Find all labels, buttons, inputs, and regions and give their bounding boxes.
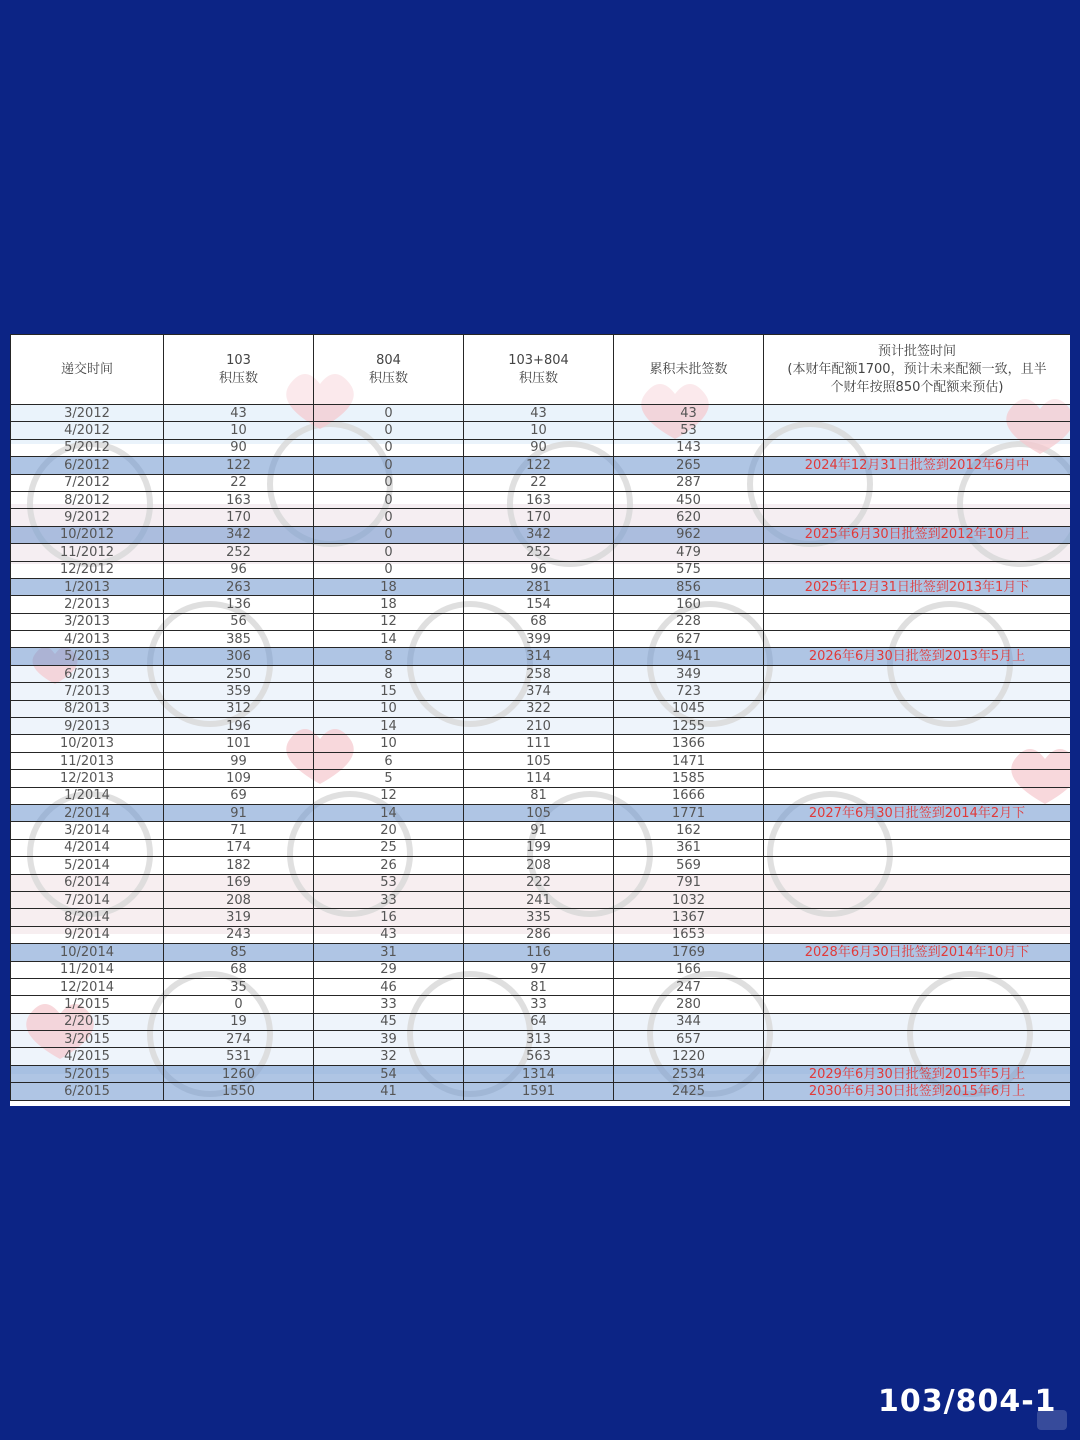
cell-date: 8/2013 xyxy=(11,700,164,717)
cell-804-backlog: 33 xyxy=(314,996,464,1013)
cell-combined-backlog: 22 xyxy=(464,474,614,491)
cell-date: 11/2012 xyxy=(11,544,164,561)
table-row xyxy=(11,457,1071,474)
cell-combined-backlog: 563 xyxy=(464,1048,614,1065)
cell-103-backlog: 85 xyxy=(164,944,314,961)
cell-estimate: 2030年6月30日批签到2015年6月上 xyxy=(764,1083,1071,1100)
cell-date: 5/2013 xyxy=(11,648,164,665)
cell-combined-backlog: 64 xyxy=(464,1013,614,1030)
header-row xyxy=(11,335,1071,405)
header-cumulative: 累积未批签数 xyxy=(614,335,764,405)
cell-estimate xyxy=(764,422,1071,439)
cell-cumulative: 287 xyxy=(614,474,764,491)
cell-103-backlog: 342 xyxy=(164,526,314,543)
cell-103-backlog: 263 xyxy=(164,578,314,595)
cell-804-backlog: 46 xyxy=(314,978,464,995)
table-row xyxy=(11,561,1071,578)
cell-combined-backlog: 199 xyxy=(464,839,614,856)
cell-804-backlog: 0 xyxy=(314,474,464,491)
cell-804-backlog: 53 xyxy=(314,874,464,891)
cell-103-backlog: 174 xyxy=(164,839,314,856)
cell-103-backlog: 56 xyxy=(164,613,314,630)
cell-cumulative: 280 xyxy=(614,996,764,1013)
cell-cumulative: 791 xyxy=(614,874,764,891)
cell-combined-backlog: 105 xyxy=(464,752,614,769)
cell-date: 3/2012 xyxy=(11,405,164,422)
table-row xyxy=(11,874,1071,891)
cell-date: 6/2014 xyxy=(11,874,164,891)
cell-804-backlog: 31 xyxy=(314,944,464,961)
cell-estimate xyxy=(764,491,1071,508)
table-row xyxy=(11,422,1071,439)
cell-804-backlog: 15 xyxy=(314,683,464,700)
cell-estimate xyxy=(764,996,1071,1013)
cell-date: 3/2014 xyxy=(11,822,164,839)
cell-date: 4/2012 xyxy=(11,422,164,439)
table-row xyxy=(11,439,1071,456)
cell-estimate xyxy=(764,613,1071,630)
table-row xyxy=(11,961,1071,978)
cell-cumulative: 1366 xyxy=(614,735,764,752)
cell-estimate xyxy=(764,909,1071,926)
cell-date: 12/2014 xyxy=(11,978,164,995)
cell-date: 12/2012 xyxy=(11,561,164,578)
cell-estimate: 2029年6月30日批签到2015年5月上 xyxy=(764,1065,1071,1082)
cell-cumulative: 1032 xyxy=(614,891,764,908)
table-row xyxy=(11,1031,1071,1048)
cell-estimate xyxy=(764,631,1071,648)
cell-cumulative: 228 xyxy=(614,613,764,630)
cell-estimate xyxy=(764,891,1071,908)
cell-103-backlog: 109 xyxy=(164,770,314,787)
cell-date: 2/2013 xyxy=(11,596,164,613)
cell-804-backlog: 6 xyxy=(314,752,464,769)
table-row xyxy=(11,1048,1071,1065)
table-row xyxy=(11,700,1071,717)
cell-estimate xyxy=(764,1031,1071,1048)
cell-estimate xyxy=(764,439,1071,456)
cell-estimate: 2026年6月30日批签到2013年5月上 xyxy=(764,648,1071,665)
table-row xyxy=(11,787,1071,804)
cell-103-backlog: 19 xyxy=(164,1013,314,1030)
header-date: 递交时间 xyxy=(11,335,164,405)
cell-date: 12/2013 xyxy=(11,770,164,787)
cell-cumulative: 627 xyxy=(614,631,764,648)
cell-103-backlog: 170 xyxy=(164,509,314,526)
page-caption: 103/804-1 xyxy=(878,1384,1057,1419)
table-row xyxy=(11,996,1071,1013)
table-row xyxy=(11,683,1071,700)
table-row xyxy=(11,474,1071,491)
cell-estimate xyxy=(764,665,1071,682)
table-row xyxy=(11,770,1071,787)
cell-estimate xyxy=(764,839,1071,856)
cell-combined-backlog: 322 xyxy=(464,700,614,717)
cell-cumulative: 143 xyxy=(614,439,764,456)
cell-combined-backlog: 252 xyxy=(464,544,614,561)
cell-cumulative: 162 xyxy=(614,822,764,839)
cell-combined-backlog: 97 xyxy=(464,961,614,978)
cell-103-backlog: 1260 xyxy=(164,1065,314,1082)
cell-804-backlog: 0 xyxy=(314,491,464,508)
table-row xyxy=(11,857,1071,874)
cell-804-backlog: 12 xyxy=(314,787,464,804)
table-row xyxy=(11,648,1071,665)
table-body xyxy=(11,405,1071,1101)
cell-date: 8/2012 xyxy=(11,491,164,508)
cell-date: 4/2015 xyxy=(11,1048,164,1065)
cell-estimate xyxy=(764,857,1071,874)
cell-estimate xyxy=(764,1048,1071,1065)
cell-103-backlog: 0 xyxy=(164,996,314,1013)
cell-103-backlog: 182 xyxy=(164,857,314,874)
cell-804-backlog: 43 xyxy=(314,926,464,943)
cell-103-backlog: 243 xyxy=(164,926,314,943)
cell-combined-backlog: 96 xyxy=(464,561,614,578)
cell-103-backlog: 91 xyxy=(164,804,314,821)
cell-date: 3/2015 xyxy=(11,1031,164,1048)
cell-cumulative: 941 xyxy=(614,648,764,665)
cell-cumulative: 723 xyxy=(614,683,764,700)
cell-date: 11/2014 xyxy=(11,961,164,978)
cell-cumulative: 166 xyxy=(614,961,764,978)
table-row xyxy=(11,926,1071,943)
table-row xyxy=(11,509,1071,526)
cell-804-backlog: 8 xyxy=(314,665,464,682)
cell-combined-backlog: 90 xyxy=(464,439,614,456)
cell-date: 2/2014 xyxy=(11,804,164,821)
cell-103-backlog: 122 xyxy=(164,457,314,474)
cell-103-backlog: 68 xyxy=(164,961,314,978)
cell-103-backlog: 99 xyxy=(164,752,314,769)
cell-estimate xyxy=(764,700,1071,717)
cell-103-backlog: 69 xyxy=(164,787,314,804)
cell-estimate: 2024年12月31日批签到2012年6月中 xyxy=(764,457,1071,474)
cell-cumulative: 1367 xyxy=(614,909,764,926)
cell-cumulative: 1220 xyxy=(614,1048,764,1065)
cell-cumulative: 1585 xyxy=(614,770,764,787)
cell-cumulative: 1471 xyxy=(614,752,764,769)
cell-estimate: 2025年12月31日批签到2013年1月下 xyxy=(764,578,1071,595)
cell-cumulative: 344 xyxy=(614,1013,764,1030)
cell-cumulative: 479 xyxy=(614,544,764,561)
cell-cumulative: 856 xyxy=(614,578,764,595)
table-row xyxy=(11,822,1071,839)
app-logo-icon xyxy=(1037,1410,1067,1430)
header-combined-backlog: 103+804 积压数 xyxy=(464,335,614,405)
cell-cumulative: 361 xyxy=(614,839,764,856)
cell-cumulative: 43 xyxy=(614,405,764,422)
cell-804-backlog: 5 xyxy=(314,770,464,787)
cell-103-backlog: 306 xyxy=(164,648,314,665)
table-row xyxy=(11,1013,1071,1030)
cell-combined-backlog: 258 xyxy=(464,665,614,682)
cell-estimate xyxy=(764,718,1071,735)
cell-combined-backlog: 170 xyxy=(464,509,614,526)
cell-cumulative: 2534 xyxy=(614,1065,764,1082)
cell-804-backlog: 12 xyxy=(314,613,464,630)
cell-estimate xyxy=(764,509,1071,526)
cell-date: 10/2013 xyxy=(11,735,164,752)
cell-804-backlog: 18 xyxy=(314,596,464,613)
cell-804-backlog: 14 xyxy=(314,631,464,648)
cell-cumulative: 657 xyxy=(614,1031,764,1048)
cell-804-backlog: 8 xyxy=(314,648,464,665)
table-row xyxy=(11,1083,1071,1100)
cell-estimate xyxy=(764,926,1071,943)
cell-cumulative: 265 xyxy=(614,457,764,474)
cell-combined-backlog: 116 xyxy=(464,944,614,961)
cell-103-backlog: 71 xyxy=(164,822,314,839)
table-row xyxy=(11,891,1071,908)
backlog-table xyxy=(10,334,1070,1101)
cell-804-backlog: 32 xyxy=(314,1048,464,1065)
cell-cumulative: 962 xyxy=(614,526,764,543)
cell-103-backlog: 252 xyxy=(164,544,314,561)
cell-estimate xyxy=(764,1013,1071,1030)
cell-date: 4/2014 xyxy=(11,839,164,856)
cell-804-backlog: 41 xyxy=(314,1083,464,1100)
cell-804-backlog: 10 xyxy=(314,700,464,717)
cell-combined-backlog: 91 xyxy=(464,822,614,839)
cell-date: 3/2013 xyxy=(11,613,164,630)
cell-date: 1/2014 xyxy=(11,787,164,804)
cell-cumulative: 1769 xyxy=(614,944,764,961)
cell-103-backlog: 319 xyxy=(164,909,314,926)
table-row xyxy=(11,578,1071,595)
cell-103-backlog: 250 xyxy=(164,665,314,682)
cell-804-backlog: 39 xyxy=(314,1031,464,1048)
table-row xyxy=(11,665,1071,682)
table-row xyxy=(11,944,1071,961)
cell-estimate xyxy=(764,596,1071,613)
cell-103-backlog: 96 xyxy=(164,561,314,578)
cell-103-backlog: 43 xyxy=(164,405,314,422)
cell-combined-backlog: 399 xyxy=(464,631,614,648)
cell-combined-backlog: 43 xyxy=(464,405,614,422)
cell-date: 5/2014 xyxy=(11,857,164,874)
table-row xyxy=(11,596,1071,613)
cell-804-backlog: 20 xyxy=(314,822,464,839)
cell-combined-backlog: 163 xyxy=(464,491,614,508)
table-row xyxy=(11,752,1071,769)
cell-103-backlog: 385 xyxy=(164,631,314,648)
cell-date: 11/2013 xyxy=(11,752,164,769)
table-row xyxy=(11,631,1071,648)
cell-estimate xyxy=(764,561,1071,578)
cell-cumulative: 160 xyxy=(614,596,764,613)
cell-cumulative: 1653 xyxy=(614,926,764,943)
cell-date: 6/2013 xyxy=(11,665,164,682)
cell-estimate: 2025年6月30日批签到2012年10月上 xyxy=(764,526,1071,543)
cell-804-backlog: 54 xyxy=(314,1065,464,1082)
table-row xyxy=(11,804,1071,821)
table-row xyxy=(11,613,1071,630)
cell-combined-backlog: 122 xyxy=(464,457,614,474)
cell-combined-backlog: 281 xyxy=(464,578,614,595)
cell-103-backlog: 163 xyxy=(164,491,314,508)
cell-804-backlog: 33 xyxy=(314,891,464,908)
cell-804-backlog: 16 xyxy=(314,909,464,926)
cell-cumulative: 575 xyxy=(614,561,764,578)
cell-cumulative: 450 xyxy=(614,491,764,508)
cell-804-backlog: 0 xyxy=(314,405,464,422)
cell-103-backlog: 531 xyxy=(164,1048,314,1065)
cell-combined-backlog: 154 xyxy=(464,596,614,613)
table-row xyxy=(11,491,1071,508)
cell-103-backlog: 22 xyxy=(164,474,314,491)
cell-combined-backlog: 1314 xyxy=(464,1065,614,1082)
cell-804-backlog: 0 xyxy=(314,544,464,561)
cell-date: 10/2012 xyxy=(11,526,164,543)
cell-103-backlog: 90 xyxy=(164,439,314,456)
cell-combined-backlog: 114 xyxy=(464,770,614,787)
cell-804-backlog: 14 xyxy=(314,718,464,735)
cell-cumulative: 1045 xyxy=(614,700,764,717)
cell-date: 7/2014 xyxy=(11,891,164,908)
cell-combined-backlog: 10 xyxy=(464,422,614,439)
spreadsheet-panel xyxy=(10,334,1070,1106)
cell-combined-backlog: 335 xyxy=(464,909,614,926)
cell-103-backlog: 10 xyxy=(164,422,314,439)
cell-103-backlog: 136 xyxy=(164,596,314,613)
cell-cumulative: 53 xyxy=(614,422,764,439)
cell-date: 6/2015 xyxy=(11,1083,164,1100)
cell-date: 9/2012 xyxy=(11,509,164,526)
cell-combined-backlog: 314 xyxy=(464,648,614,665)
cell-804-backlog: 18 xyxy=(314,578,464,595)
cell-estimate xyxy=(764,544,1071,561)
cell-estimate xyxy=(764,474,1071,491)
cell-804-backlog: 29 xyxy=(314,961,464,978)
cell-combined-backlog: 208 xyxy=(464,857,614,874)
cell-estimate xyxy=(764,770,1071,787)
cell-combined-backlog: 111 xyxy=(464,735,614,752)
cell-804-backlog: 0 xyxy=(314,561,464,578)
cell-estimate xyxy=(764,405,1071,422)
cell-cumulative: 569 xyxy=(614,857,764,874)
cell-combined-backlog: 286 xyxy=(464,926,614,943)
table-row xyxy=(11,405,1071,422)
cell-date: 7/2012 xyxy=(11,474,164,491)
cell-combined-backlog: 222 xyxy=(464,874,614,891)
table-row xyxy=(11,526,1071,543)
header-estimate: 预计批签时间 (本财年配额1700，预计未来配额一致，且半 个财年按照850个配额来预估) xyxy=(764,335,1071,405)
cell-estimate: 2027年6月30日批签到2014年2月下 xyxy=(764,804,1071,821)
cell-cumulative: 247 xyxy=(614,978,764,995)
cell-804-backlog: 25 xyxy=(314,839,464,856)
header-804-backlog: 804 积压数 xyxy=(314,335,464,405)
cell-804-backlog: 45 xyxy=(314,1013,464,1030)
cell-date: 4/2013 xyxy=(11,631,164,648)
cell-103-backlog: 312 xyxy=(164,700,314,717)
cell-103-backlog: 101 xyxy=(164,735,314,752)
cell-date: 5/2012 xyxy=(11,439,164,456)
cell-date: 1/2013 xyxy=(11,578,164,595)
cell-estimate xyxy=(764,822,1071,839)
cell-103-backlog: 1550 xyxy=(164,1083,314,1100)
cell-date: 6/2012 xyxy=(11,457,164,474)
cell-estimate xyxy=(764,787,1071,804)
table-row xyxy=(11,735,1071,752)
cell-combined-backlog: 241 xyxy=(464,891,614,908)
cell-cumulative: 349 xyxy=(614,665,764,682)
cell-103-backlog: 208 xyxy=(164,891,314,908)
cell-804-backlog: 0 xyxy=(314,526,464,543)
cell-date: 1/2015 xyxy=(11,996,164,1013)
table-row xyxy=(11,1065,1071,1082)
cell-804-backlog: 0 xyxy=(314,509,464,526)
cell-date: 5/2015 xyxy=(11,1065,164,1082)
cell-combined-backlog: 33 xyxy=(464,996,614,1013)
cell-103-backlog: 35 xyxy=(164,978,314,995)
cell-date: 8/2014 xyxy=(11,909,164,926)
table-row xyxy=(11,544,1071,561)
cell-combined-backlog: 374 xyxy=(464,683,614,700)
cell-103-backlog: 169 xyxy=(164,874,314,891)
cell-103-backlog: 274 xyxy=(164,1031,314,1048)
cell-cumulative: 1771 xyxy=(614,804,764,821)
cell-estimate xyxy=(764,735,1071,752)
cell-804-backlog: 14 xyxy=(314,804,464,821)
cell-estimate: 2028年6月30日批签到2014年10月下 xyxy=(764,944,1071,961)
cell-date: 2/2015 xyxy=(11,1013,164,1030)
cell-cumulative: 2425 xyxy=(614,1083,764,1100)
cell-combined-backlog: 1591 xyxy=(464,1083,614,1100)
cell-estimate xyxy=(764,683,1071,700)
cell-date: 9/2014 xyxy=(11,926,164,943)
cell-combined-backlog: 342 xyxy=(464,526,614,543)
cell-103-backlog: 359 xyxy=(164,683,314,700)
cell-date: 7/2013 xyxy=(11,683,164,700)
cell-estimate xyxy=(764,978,1071,995)
cell-combined-backlog: 105 xyxy=(464,804,614,821)
cell-804-backlog: 0 xyxy=(314,422,464,439)
cell-combined-backlog: 81 xyxy=(464,978,614,995)
cell-combined-backlog: 313 xyxy=(464,1031,614,1048)
cell-combined-backlog: 81 xyxy=(464,787,614,804)
cell-cumulative: 620 xyxy=(614,509,764,526)
cell-804-backlog: 0 xyxy=(314,439,464,456)
cell-103-backlog: 196 xyxy=(164,718,314,735)
cell-cumulative: 1255 xyxy=(614,718,764,735)
table-row xyxy=(11,909,1071,926)
table-row xyxy=(11,978,1071,995)
cell-combined-backlog: 210 xyxy=(464,718,614,735)
cell-804-backlog: 0 xyxy=(314,457,464,474)
cell-date: 9/2013 xyxy=(11,718,164,735)
cell-804-backlog: 10 xyxy=(314,735,464,752)
cell-date: 10/2014 xyxy=(11,944,164,961)
cell-cumulative: 1666 xyxy=(614,787,764,804)
cell-804-backlog: 26 xyxy=(314,857,464,874)
header-103-backlog: 103 积压数 xyxy=(164,335,314,405)
cell-estimate xyxy=(764,752,1071,769)
cell-estimate xyxy=(764,961,1071,978)
table-row xyxy=(11,839,1071,856)
cell-combined-backlog: 68 xyxy=(464,613,614,630)
table-row xyxy=(11,718,1071,735)
cell-estimate xyxy=(764,874,1071,891)
